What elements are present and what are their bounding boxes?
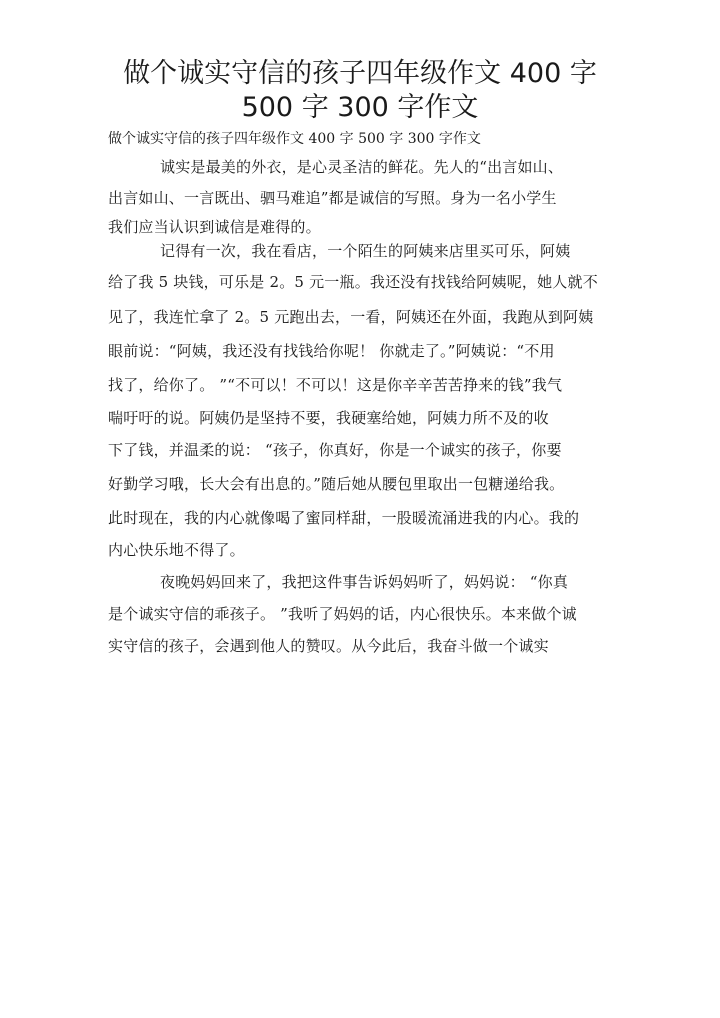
body-line-3: 我们应当认识到诚信是难得的。 xyxy=(108,218,321,236)
document-subtitle: 做个诚实守信的孩子四年级作文 400 字 500 字 300 字作文 xyxy=(108,131,481,147)
body-line-1: 诚实是最美的外衣，是心灵圣洁的鲜花。先人的“出言如山、 xyxy=(160,158,564,176)
body-line-2: 出言如山、一言既出、驷马难追”都是诚信的写照。身为一名小学生 xyxy=(108,189,557,207)
document-title-line-1: 做个诚实守信的孩子四年级作文 400 字 xyxy=(123,58,597,89)
body-line-15: 是个诚实守信的乖孩子。 ”我听了妈妈的话，内心很快乐。本来做个诚 xyxy=(108,605,577,623)
body-line-10: 下了钱，并温柔的说： “孩子，你真好，你是一个诚实的孩子，你要 xyxy=(108,441,562,459)
body-line-12: 此时现在，我的内心就像喝了蜜同样甜，一股暖流涌进我的内心。我的 xyxy=(108,509,580,527)
body-line-9: 喘吁吁的说。阿姨仍是坚持不要，我硬塞给她，阿姨力所不及的收 xyxy=(108,409,549,427)
body-line-13: 内心快乐地不得了。 xyxy=(108,541,245,559)
body-line-4: 记得有一次，我在看店，一个陌生的阿姨来店里买可乐，阿姨 xyxy=(160,242,571,260)
body-line-7: 眼前说：“阿姨，我还没有找钱给你呢！ 你就走了。”阿姨说：“不用 xyxy=(108,342,555,360)
body-line-11: 好勤学习哦，长大会有出息的。”随后她从腰包里取出一包糖递给我。 xyxy=(108,475,565,493)
body-line-16: 实守信的孩子，会遇到他人的赞叹。从今此后，我奋斗做一个诚实 xyxy=(108,637,549,655)
body-line-6: 见了，我连忙拿了 2。5 元跑出去，一看，阿姨还在外面，我跑从到阿姨 xyxy=(108,308,594,326)
body-line-5: 给了我 5 块钱，可乐是 2。5 元一瓶。我还没有找钱给阿姨呢，她人就不 xyxy=(108,273,598,291)
body-line-14: 夜晚妈妈回来了，我把这件事告诉妈妈听了，妈妈说： “你真 xyxy=(160,573,569,591)
document-title-line-2: 500 字 300 字作文 xyxy=(241,92,479,123)
body-line-8: 找了，给你了。 ”“不可以！不可以！这是你辛辛苦苦挣来的钱”我气 xyxy=(108,376,563,394)
